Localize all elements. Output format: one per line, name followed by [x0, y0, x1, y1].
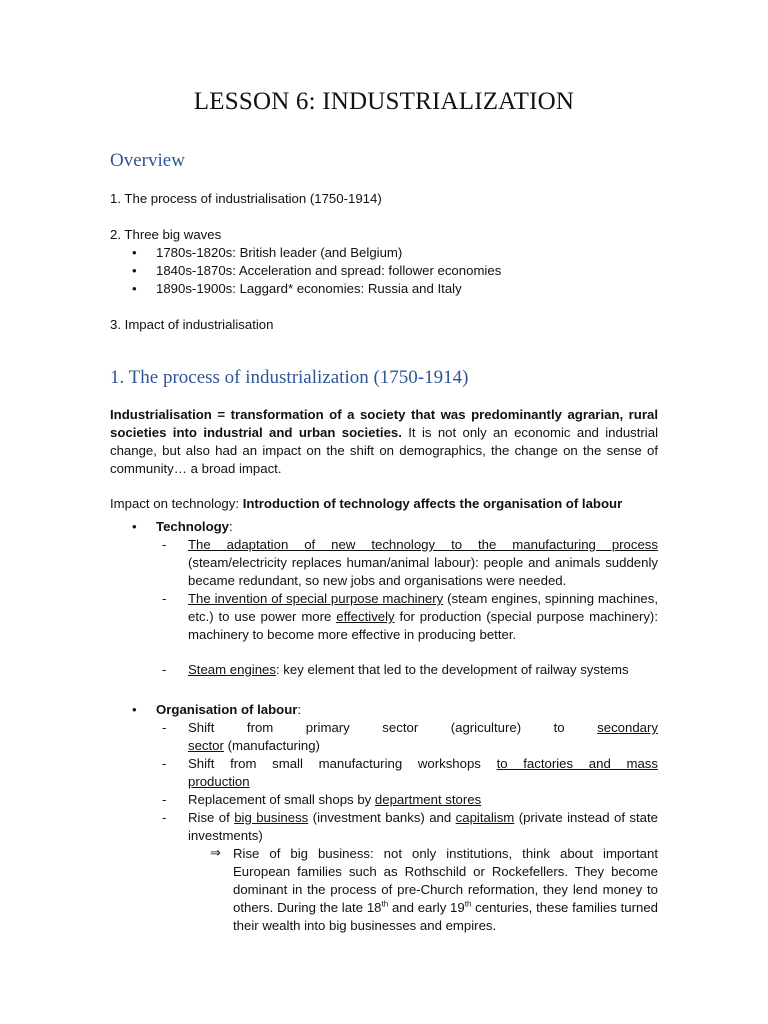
bullet-icon: •	[132, 245, 137, 260]
dash-icon: -	[162, 662, 167, 677]
section-1-heading: 1. The process of industrialization (1750-1914)	[110, 367, 469, 388]
dash-icon: -	[162, 537, 167, 552]
bullet-icon: •	[132, 519, 137, 534]
lesson-title: LESSON 6: INDUSTRIALIZATION	[193, 88, 575, 115]
impact-line: Impact on technology: Introduction of technology affects the organisation of labour	[110, 496, 623, 511]
dash-icon: -	[162, 756, 167, 771]
overview-heading: Overview	[110, 150, 185, 171]
overview-item-2: 2. Three big waves	[110, 227, 222, 242]
definition-paragraph: Industrialisation = transformation of a society that was predominantly agrarian, rural societies into industrial and urban societies. It is not only an economic and industrial change, but also had an impact on the shift on demographics, the change on the sense of community… a broad impact.	[110, 407, 658, 476]
dash-icon: -	[162, 810, 167, 825]
bullet-icon: •	[132, 281, 137, 296]
dash-icon: -	[162, 720, 167, 735]
bullet-icon: •	[132, 702, 137, 717]
overview-item-3: 3. Impact of industrialisation	[110, 317, 274, 332]
dash-icon: -	[162, 792, 167, 807]
overview-item-1: 1. The process of industrialisation (1750-1914)	[110, 191, 382, 206]
right-double-arrow-icon: ⇒	[210, 846, 221, 861]
dash-icon: -	[162, 591, 167, 606]
bullet-icon: •	[132, 263, 137, 278]
